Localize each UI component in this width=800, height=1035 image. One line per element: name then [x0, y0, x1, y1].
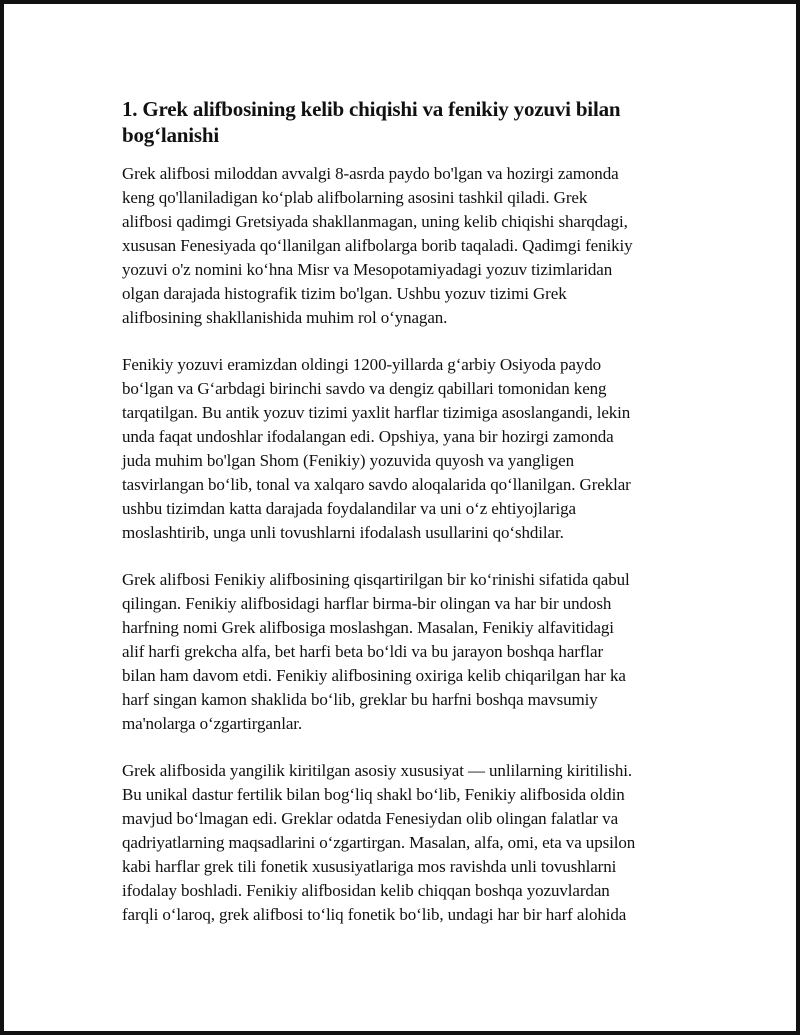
- text-line: ifodalay boshladi. Fenikiy alifbosidan kelib chiqqan boshqa yozuvlardan: [122, 881, 610, 900]
- text-line: bilan ham davom etdi. Fenikiy alifbosining oxiriga kelib chiqarilgan har ka: [122, 666, 626, 685]
- text-line: tarqatilgan. Bu antik yozuv tizimi yaxlit harflar tizimiga asoslangandi, lekin: [122, 403, 631, 422]
- text-line: harf singan kamon shaklida bo‘lib, greklar bu harfni boshqa mavsumiy: [122, 690, 598, 709]
- text-line: Fenikiy yozuvi eramizdan oldingi 1200-yillarda g‘arbiy Osiyoda paydo: [122, 355, 602, 374]
- heading-line: bog‘lanishi: [122, 123, 220, 147]
- text-line: kabi harflar grek tili fonetik xususiyatlariga mos ravishda unli tovushlarni: [122, 857, 617, 876]
- heading-line: 1. Grek alifbosining kelib chiqishi va fenikiy yozuvi bilan: [122, 97, 621, 121]
- text-line: qadriyatlarning maqsadlarini o‘zgartirgan. Masalan, alfa, omi, eta va upsilon: [122, 833, 636, 852]
- text-line: farqli o‘laroq, grek alifbosi to‘liq fonetik bo‘lib, undagi har bir harf alohida: [122, 905, 627, 924]
- paragraph-4: [122, 759, 692, 927]
- text-line: tasvirlangan bo‘lib, tonal va xalqaro savdo aloqalarida qo‘llanilgan. Greklar: [122, 475, 631, 494]
- text-line: harfning nomi Grek alifbosiga moslashgan. Masalan, Fenikiy alfavitidagi: [122, 618, 614, 637]
- document-body: [122, 96, 692, 950]
- paragraph-1: [122, 162, 692, 330]
- text-line: alifbosining shakllanishida muhim rol o‘ynagan.: [122, 308, 448, 327]
- text-line: juda muhim bo'lgan Shom (Fenikiy) yozuvida quyosh va yangligen: [122, 451, 575, 470]
- text-line: ushbu tizimdan katta darajada foydalandilar va uni o‘z ehtiyojlariga: [122, 499, 576, 518]
- text-line: unda faqat undoshlar ifodalangan edi. Opshiya, yana bir hozirgi zamonda: [122, 427, 614, 446]
- text-line: moslashtirib, unga unli tovushlarni ifodalash usullarini qo‘shdilar.: [122, 523, 564, 542]
- text-line: yozuvi o'z nomini ko‘hna Misr va Mesopotamiyadagi yozuv tizimlaridan: [122, 260, 613, 279]
- text-line: keng qo'llaniladigan ko‘plab alifbolarning asosini tashkil qiladi. Grek: [122, 188, 588, 207]
- text-line: xususan Fenesiyada qo‘llanilgan alifbolarga borib taqaladi. Qadimgi fenikiy: [122, 236, 633, 255]
- text-line: Grek alifbosida yangilik kiritilgan asosiy xususiyat — unlilarning kiritilishi.: [122, 761, 633, 780]
- text-line: olgan darajada histografik tizim bo'lgan. Ushbu yozuv tizimi Grek: [122, 284, 567, 303]
- paragraph-2: [122, 353, 692, 545]
- text-line: mavjud bo‘lmagan edi. Greklar odatda Fenesiydan olib olingan falatlar va: [122, 809, 619, 828]
- paragraph-3: [122, 568, 692, 736]
- text-line: bo‘lgan va G‘arbdagi birinchi savdo va dengiz qabillari tomonidan keng: [122, 379, 607, 398]
- text-line: alifbosi qadimgi Gretsiyada shakllanmagan, uning kelib chiqishi sharqdagi,: [122, 212, 628, 231]
- text-line: ma'nolarga o‘zgartirganlar.: [122, 714, 303, 733]
- section-heading: [122, 96, 692, 148]
- text-line: Grek alifbosi Fenikiy alifbosining qisqartirilgan bir ko‘rinishi sifatida qabul: [122, 570, 630, 589]
- text-line: Bu unikal dastur fertilik bilan bog‘liq shakl bo‘lib, Fenikiy alifbosida oldin: [122, 785, 625, 804]
- text-line: Grek alifbosi miloddan avvalgi 8-asrda paydo bo'lgan va hozirgi zamonda: [122, 164, 619, 183]
- text-line: alif harfi grekcha alfa, bet harfi beta bo‘ldi va bu jarayon boshqa harflar: [122, 642, 604, 661]
- text-line: qilingan. Fenikiy alifbosidagi harflar birma-bir olingan va har bir undosh: [122, 594, 612, 613]
